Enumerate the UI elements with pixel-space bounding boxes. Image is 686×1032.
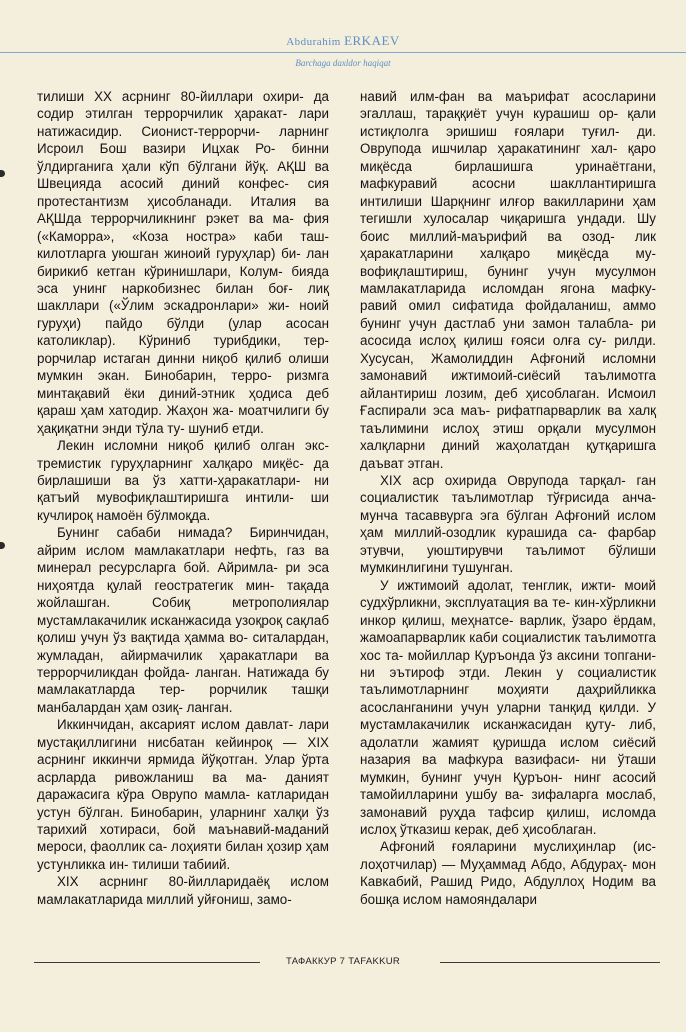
header-subtitle: Barchaga daxldor haqiqat — [295, 58, 391, 68]
paragraph: Бунинг сабаби нимада? Биринчидан, айрим ислом мамлакатлари нефть, газ ва минерал ресурсларга бой. Айримла- ри эса ниҳоятда қулай геостратегик мин- тақада жойлашган. Собиқ метрополиялар мустамлакачилик исканжасида узоқроқ сақлаб қолиш учун ўз вақтида ҳамма во- ситалардан, жумладан, айирмачилик ҳаракатлари ва террорчиликдан фойда- ланган. Натижада бу мамлакатларда тер- рорчилик ташқи манбалардан ҳам озиқ- ланган. — [37, 525, 329, 715]
page-footer — [0, 956, 686, 968]
author-first-name: Abdurahim — [286, 36, 341, 48]
right-column — [360, 88, 656, 908]
paragraph: XIX асрнинг 80-йилларидаёқ ислом мамлакатларида миллий уйғониш, замо- — [37, 874, 329, 907]
author-name — [0, 33, 686, 49]
header-divider — [0, 52, 686, 53]
left-column — [37, 88, 329, 908]
binding-hole-top — [0, 170, 5, 177]
paragraph: XIX аср охирида Оврупода тарқал- ган социалистик таълимотлар тўғрисида анча-мунча тасаввурга эга бўлган Афғоний ислом ҳам миллий-озодлик курашида са- фарбар этувчи, уюштирувчи таълимот бўлиши мумкинлигини тушунган. — [360, 472, 656, 576]
paragraph: Лекин исломни ниқоб қилиб олган экс- тремистик гуруҳларнинг халқаро миқёс- да бирлашиши ва ўз хатти-ҳаракатлари- ни қатъий мувофиқлаштиришга интили- ши кучлироқ намоён бўлмоқда. — [37, 438, 329, 523]
paragraph: Иккинчидан, аксарият ислом давлат- лари мустақиллигини нисбатан кейинроқ — XIX асрнинг иккинчи ярмида йўқотган. Улар ўрта асрларда ривожланиш ва ма- даният даражасига кўра Оврупо мамла- катларидан устун бўлган. Бинобарин, уларнинг халқи ўз тарихий хотираси, бой маънавий-маданий мероси, фаоллик са- лоҳияти билан ҳозир ҳам устунликка ин- тилиши табиий. — [37, 717, 329, 872]
paragraph: навий илм-фан ва маърифат асосларини эгаллаш, тараққиёт учун курашиш ор- қали истиқлолга эришиш ғоялари туғил- ди. Оврупода ишчилар ҳаракатининг хал- қаро миқёсда бирлашишга уринаётгани, мафкуравий асосни шакллантиришга интилиши Шарқнинг илғор вакилларини ҳам тегишли хулосалар чиқаришга ундади. Шу боис миллий-маърифий ва озод- лик ҳаракатларини халқаро миқёсда му- вофиқлаштириш, бунинг учун мусулмон мамлакатларида исломдан ягона мафку- равий омил сифатида фойдаланиш, аммо бунинг учун дастлаб уни замон талабла- ри асосида ислоҳ қилиш ғояси олға су- рилди. Хусусан, Жамолиддин Афғоний исломни замонавий ижтимоий-сиёсий таълимотга айлантириш лозим, деб ҳисоблаган. Исмоил Ғаспирали эса маъ- рифатпарварлик ва халқ таълимини ислоҳ этиш орқали мусулмон халқларни диний жаҳолатдан қутқаришга даъват этган. — [360, 89, 656, 471]
paragraph: тилиши XX асрнинг 80-йиллари охири- да содир этилган террорчилик ҳаракат- лари натижасидир. Сионист-террорчи- ларнинг Исроил Бош вазири Ицхак Ро- бинни ўлдирганига ҳали кўп бўлгани йўқ. АҚШ ва Швецияда асосий диний конфес- сия протестантизм ҳисобланади. Италия ва АҚШда террорчиликнинг рэкет ва ма- фия («Каморра», «Коза ностра» каби таш- килотларга уюшган жиноий гуруҳлар) би- лан бирикиб кетган кўринишлари, Колум- бияда эса унинг наркобизнес билан боғ- лиқ шакллари («Ўлим эскадронлари» жи- ноий гуруҳи) пайдо бўлди (улар асосан католиклар). Кўриниб турибдики, тер- рорчилар истаган динни ниқоб қилиб олиши мумкин экан. Бинобарин, терро- ризмга минтақавий ёки диний-этник ҳодиса деб қараш ҳам хатодир. Жаҳон жа- моатчилиги бу ҳақиқатни энди тўла ту- шуниб етди. — [37, 89, 329, 436]
paragraph: У ижтимоий адолат, тенглик, ижти- моий судхўрликни, эксплуатация ва те- кин-хўрликни инкор қилиш, меҳнатсе- варлик, ўзаро ёрдам, жамоапарварлик каби социалистик таълимотга хос та- мойиллар Қуръонда ўз аксини топгани- ни эътироф этди. Лекин у социалистик таълимотларнинг моҳияти даҳрийликка асосланганини учун уларни танқид қилди. У мустамлакачилик исканжасидан қуту- либ, адолатли жамият қуришда ислом сиёсий назария ва мафкура вазифаси- ни ўташи мумкин, бунинг учун Қуръон- нинг асосий тамойилларини ушбу ва- зифаларга мослаб, замонавий руҳда тафсир қилиш, исломда ислоҳ ўтказиш керак, деб ҳисоблаган. — [360, 577, 656, 838]
author-last-name: ERKAEV — [344, 33, 400, 48]
paragraph: Афғоний ғояларини муслиҳинлар (ис- лоҳотчилар) — Муҳаммад Абдо, Абдураҳ- мон Кавкабий, Рашид Ридо, Абдуллоҳ Нодим ва бошқа ислом намояндалари — [360, 839, 656, 907]
binding-hole-bottom — [0, 542, 5, 549]
footer-rule-right — [440, 962, 660, 963]
footer-text: ТАФАККУР 7 TAFAKKUR — [285, 956, 401, 967]
